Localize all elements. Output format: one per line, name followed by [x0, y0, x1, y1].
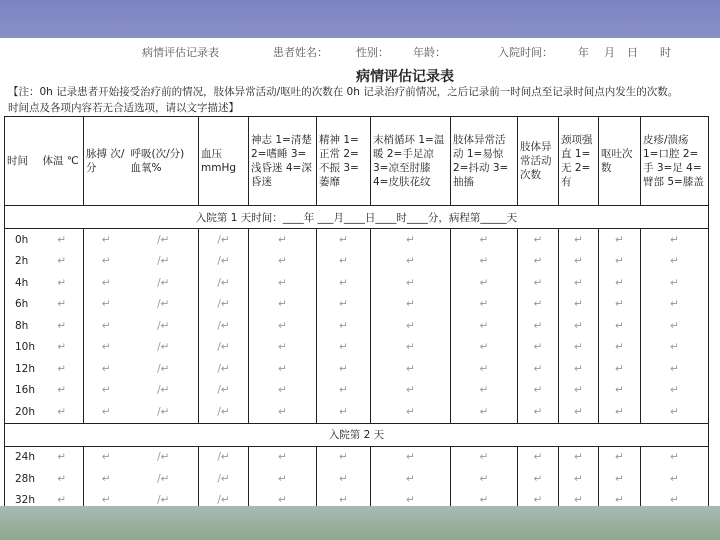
data-cell[interactable]: ↵	[451, 490, 518, 512]
column-header-label: 呼吸(次/分) 血氧%	[130, 148, 185, 174]
data-cell[interactable]: ↵	[559, 229, 599, 251]
data-cell[interactable]: ↵	[599, 294, 641, 316]
data-cell[interactable]: ↵	[599, 490, 641, 512]
data-cell[interactable]: ↵	[249, 229, 317, 251]
data-cell[interactable]: ↵	[249, 401, 317, 423]
data-cell[interactable]: /↵	[129, 380, 199, 402]
column-header	[249, 117, 317, 206]
time-cell: 10h	[5, 337, 41, 359]
data-cell[interactable]: /↵	[199, 337, 249, 359]
assessment-table	[4, 116, 709, 512]
time-cell: 16h	[5, 380, 41, 402]
time-cell: 24h	[5, 446, 41, 468]
data-cell[interactable]: ↵	[518, 446, 559, 468]
data-cell[interactable]: ↵	[451, 294, 518, 316]
data-cell[interactable]: /↵	[199, 358, 249, 380]
column-header-label: 肢体异常活动次数	[520, 141, 552, 181]
data-cell[interactable]: ↵	[451, 468, 518, 490]
data-cell[interactable]: ↵	[451, 251, 518, 273]
data-cell[interactable]: ↵	[518, 358, 559, 380]
column-header-label: 呕吐次数	[601, 148, 633, 174]
table-row	[5, 446, 709, 468]
time-cell: 20h	[5, 401, 41, 423]
data-cell[interactable]: ↵	[451, 358, 518, 380]
data-cell[interactable]: /↵	[129, 251, 199, 273]
data-cell[interactable]: ↵	[641, 251, 709, 273]
data-cell[interactable]: ↵	[371, 468, 451, 490]
column-header	[641, 117, 709, 206]
table-row	[5, 229, 709, 251]
column-header-label: 神志 1=清楚 2=嗜睡 3=浅昏迷 4=深昏迷	[251, 134, 312, 188]
data-cell[interactable]: ↵	[559, 294, 599, 316]
section-row-day-1	[5, 206, 709, 229]
column-header	[84, 117, 129, 206]
column-header-label: 末梢循环 1=温暖 2=手足凉 3=凉至肘膝 4=皮肤花纹	[373, 134, 445, 188]
column-header-label: 体温 ℃	[42, 155, 79, 167]
data-cell[interactable]: ↵	[641, 446, 709, 468]
data-cell[interactable]: /↵	[129, 272, 199, 294]
data-cell[interactable]: ↵	[84, 358, 129, 380]
data-cell[interactable]: ↵	[518, 272, 559, 294]
data-cell[interactable]: ↵	[249, 468, 317, 490]
data-cell[interactable]: /↵	[129, 401, 199, 423]
column-header	[5, 117, 41, 206]
data-cell[interactable]: ↵	[249, 294, 317, 316]
page-title: 病情评估记录表	[356, 69, 454, 85]
data-cell[interactable]: ↵	[641, 229, 709, 251]
slide-bottom-bar	[0, 506, 720, 540]
column-header-label: 精神 1=正常 2=不振 3=萎靡	[319, 134, 359, 188]
data-cell[interactable]: ↵	[599, 272, 641, 294]
day-label: 日	[627, 46, 638, 59]
data-cell[interactable]: ↵	[84, 380, 129, 402]
data-cell[interactable]: ↵	[41, 251, 84, 273]
data-cell[interactable]: ↵	[371, 251, 451, 273]
note-line-2: 时间点及各项内容若无合适选项，请以文字描述】	[8, 102, 239, 114]
data-cell[interactable]: ↵	[559, 380, 599, 402]
data-cell[interactable]: ↵	[41, 446, 84, 468]
data-cell[interactable]: ↵	[371, 446, 451, 468]
data-cell[interactable]: ↵	[599, 251, 641, 273]
form-name: 病情评估记录表	[142, 46, 219, 59]
data-cell[interactable]: ↵	[317, 468, 371, 490]
data-cell[interactable]: /↵	[199, 272, 249, 294]
time-cell: 0h	[5, 229, 41, 251]
data-cell[interactable]: ↵	[249, 251, 317, 273]
data-cell[interactable]: ↵	[599, 358, 641, 380]
data-cell[interactable]: /↵	[199, 229, 249, 251]
data-cell[interactable]: ↵	[84, 337, 129, 359]
table-row	[5, 315, 709, 337]
admit-time-label: 入院时间：	[498, 46, 553, 59]
age-label: 年龄：	[413, 46, 446, 59]
year-label: 年	[578, 46, 589, 59]
note	[8, 84, 714, 116]
data-cell[interactable]: /↵	[129, 490, 199, 512]
data-cell[interactable]: ↵	[371, 380, 451, 402]
column-header	[199, 117, 249, 206]
data-cell[interactable]: ↵	[641, 468, 709, 490]
table-row	[5, 294, 709, 316]
column-header-label: 时间	[7, 155, 28, 167]
data-cell[interactable]: ↵	[317, 446, 371, 468]
data-cell[interactable]: ↵	[371, 272, 451, 294]
data-cell[interactable]: ↵	[518, 251, 559, 273]
data-cell[interactable]: ↵	[559, 446, 599, 468]
time-cell: 28h	[5, 468, 41, 490]
data-cell[interactable]: ↵	[84, 446, 129, 468]
data-cell[interactable]: ↵	[249, 380, 317, 402]
data-cell[interactable]: ↵	[84, 468, 129, 490]
month-label: 月	[604, 46, 615, 59]
data-cell[interactable]: ↵	[41, 468, 84, 490]
data-cell[interactable]: ↵	[559, 272, 599, 294]
data-cell[interactable]: ↵	[371, 401, 451, 423]
data-cell[interactable]: /↵	[199, 446, 249, 468]
data-cell[interactable]: ↵	[599, 446, 641, 468]
data-cell[interactable]: ↵	[84, 401, 129, 423]
data-cell[interactable]: ↵	[599, 401, 641, 423]
data-cell[interactable]: ↵	[518, 490, 559, 512]
data-cell[interactable]: ↵	[641, 294, 709, 316]
data-cell[interactable]: ↵	[249, 315, 317, 337]
gender-label: 性别：	[356, 46, 389, 59]
data-cell[interactable]: ↵	[518, 380, 559, 402]
column-header-label: 颈项强直 1=无 2=有	[561, 134, 593, 188]
data-cell[interactable]: ↵	[599, 380, 641, 402]
data-cell[interactable]: ↵	[317, 358, 371, 380]
data-cell[interactable]: ↵	[371, 358, 451, 380]
data-cell[interactable]: ↵	[559, 358, 599, 380]
data-cell[interactable]: ↵	[451, 337, 518, 359]
data-cell[interactable]: ↵	[317, 315, 371, 337]
data-cell[interactable]: /↵	[199, 315, 249, 337]
column-header-label: 肢体异常活动 1=易惊 2=抖动 3=抽搐	[453, 134, 509, 188]
slide-top-bar	[0, 0, 720, 38]
data-cell[interactable]: ↵	[641, 401, 709, 423]
data-cell[interactable]: ↵	[317, 337, 371, 359]
header-row	[5, 117, 709, 206]
time-cell: 32h	[5, 490, 41, 512]
data-cell[interactable]: ↵	[41, 380, 84, 402]
document-header	[0, 44, 720, 60]
data-cell[interactable]: ↵	[317, 272, 371, 294]
column-header	[371, 117, 451, 206]
column-header-label: 血压 mmHg	[201, 148, 237, 174]
data-cell[interactable]: ↵	[41, 337, 84, 359]
hour-label: 时	[660, 46, 671, 59]
data-cell[interactable]: ↵	[317, 401, 371, 423]
column-header	[129, 117, 199, 206]
table-row	[5, 337, 709, 359]
time-cell: 4h	[5, 272, 41, 294]
data-cell[interactable]: /↵	[129, 315, 199, 337]
data-cell[interactable]: ↵	[599, 337, 641, 359]
data-cell[interactable]: ↵	[317, 490, 371, 512]
data-cell[interactable]: ↵	[249, 358, 317, 380]
data-cell[interactable]: ↵	[641, 490, 709, 512]
data-cell[interactable]: ↵	[84, 315, 129, 337]
data-cell[interactable]: ↵	[41, 401, 84, 423]
table-row	[5, 380, 709, 402]
data-cell[interactable]: ↵	[371, 315, 451, 337]
data-cell[interactable]: ↵	[599, 229, 641, 251]
data-cell[interactable]: ↵	[371, 490, 451, 512]
data-cell[interactable]: ↵	[641, 337, 709, 359]
column-header-label: 脉搏 次/分	[86, 148, 125, 174]
data-cell[interactable]: ↵	[317, 229, 371, 251]
data-cell[interactable]: ↵	[317, 380, 371, 402]
data-cell[interactable]: ↵	[317, 251, 371, 273]
note-line-1: 【注：0h 记录患者开始接受治疗前的情况，肢体异常活动/呕吐的次数在 0h 记录治疗前情况，之后记录前一时间点至记录时间点内发生的次数。	[8, 86, 679, 98]
data-cell[interactable]: ↵	[518, 401, 559, 423]
data-cell[interactable]: ↵	[84, 490, 129, 512]
data-cell[interactable]: ↵	[641, 272, 709, 294]
data-cell[interactable]: /↵	[199, 490, 249, 512]
time-cell: 12h	[5, 358, 41, 380]
table-row	[5, 468, 709, 490]
data-cell[interactable]: ↵	[249, 337, 317, 359]
data-cell[interactable]: ↵	[559, 401, 599, 423]
data-cell[interactable]: ↵	[518, 468, 559, 490]
data-cell[interactable]: ↵	[559, 490, 599, 512]
data-cell[interactable]: ↵	[249, 272, 317, 294]
data-cell[interactable]: ↵	[41, 294, 84, 316]
data-cell[interactable]: ↵	[518, 229, 559, 251]
data-cell[interactable]: ↵	[317, 294, 371, 316]
data-cell[interactable]: ↵	[559, 251, 599, 273]
data-cell[interactable]: ↵	[84, 294, 129, 316]
column-header	[599, 117, 641, 206]
data-cell[interactable]: ↵	[559, 468, 599, 490]
data-cell[interactable]: /↵	[129, 446, 199, 468]
data-cell[interactable]: ↵	[451, 446, 518, 468]
data-cell[interactable]: ↵	[84, 272, 129, 294]
data-cell[interactable]: /↵	[129, 229, 199, 251]
table-row	[5, 251, 709, 273]
time-cell: 8h	[5, 315, 41, 337]
data-cell[interactable]: ↵	[641, 380, 709, 402]
data-cell[interactable]: ↵	[249, 490, 317, 512]
data-cell[interactable]: /↵	[199, 294, 249, 316]
data-cell[interactable]: ↵	[371, 294, 451, 316]
data-cell[interactable]: /↵	[199, 468, 249, 490]
data-cell[interactable]: /↵	[129, 468, 199, 490]
data-cell[interactable]: /↵	[199, 401, 249, 423]
section-label: 入院第 2 天	[5, 423, 709, 446]
section-label: 入院第 1 天时间：____年 ___月____日____时____分，病程第_____天	[5, 206, 709, 229]
patient-name-label: 患者姓名：	[273, 46, 328, 59]
column-header	[559, 117, 599, 206]
data-cell[interactable]: ↵	[599, 315, 641, 337]
data-cell[interactable]: ↵	[518, 315, 559, 337]
data-cell[interactable]: ↵	[451, 229, 518, 251]
time-cell: 6h	[5, 294, 41, 316]
data-cell[interactable]: ↵	[371, 229, 451, 251]
data-cell[interactable]: ↵	[559, 315, 599, 337]
time-cell: 2h	[5, 251, 41, 273]
data-cell[interactable]: ↵	[559, 337, 599, 359]
data-cell[interactable]: ↵	[451, 272, 518, 294]
data-cell[interactable]: ↵	[451, 401, 518, 423]
data-cell[interactable]: ↵	[84, 251, 129, 273]
data-cell[interactable]: ↵	[249, 446, 317, 468]
data-cell[interactable]: /↵	[199, 251, 249, 273]
data-cell[interactable]: ↵	[518, 294, 559, 316]
data-cell[interactable]: ↵	[599, 468, 641, 490]
data-cell[interactable]: /↵	[129, 358, 199, 380]
data-cell[interactable]: ↵	[641, 358, 709, 380]
data-cell[interactable]: ↵	[84, 229, 129, 251]
column-header	[451, 117, 518, 206]
section-row-day-2	[5, 423, 709, 446]
data-cell[interactable]: ↵	[41, 490, 84, 512]
data-cell[interactable]: /↵	[129, 294, 199, 316]
data-cell[interactable]: ↵	[451, 380, 518, 402]
table-row	[5, 272, 709, 294]
data-cell[interactable]: ↵	[371, 337, 451, 359]
column-header	[41, 117, 84, 206]
column-header	[317, 117, 371, 206]
table-row	[5, 358, 709, 380]
table-row	[5, 401, 709, 423]
column-header	[518, 117, 559, 206]
column-header-label: 皮疹/溃疡 1=口腔 2=手 3=足 4=臂部 5=膝盖	[643, 134, 704, 188]
data-cell[interactable]: ↵	[41, 358, 84, 380]
data-cell[interactable]: ↵	[41, 229, 84, 251]
data-cell[interactable]: /↵	[199, 380, 249, 402]
data-cell[interactable]: ↵	[451, 315, 518, 337]
data-cell[interactable]: ↵	[41, 315, 84, 337]
data-cell[interactable]: ↵	[641, 315, 709, 337]
data-cell[interactable]: /↵	[129, 337, 199, 359]
data-cell[interactable]: ↵	[41, 272, 84, 294]
data-cell[interactable]: ↵	[518, 337, 559, 359]
